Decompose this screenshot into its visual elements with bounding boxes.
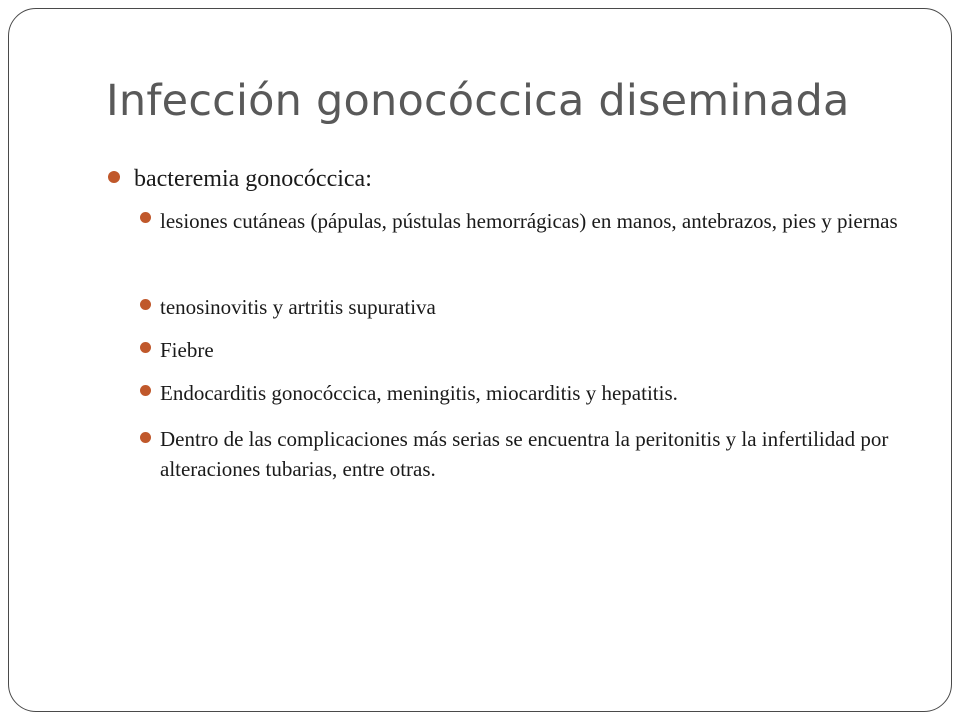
- bullet-level2-complicaciones: Dentro de las complicaciones más serias se encuentra la peritonitis y la infertilidad por alteraciones tubarias, entre otras.: [160, 427, 889, 481]
- slide-title: Infección gonocóccica diseminada: [106, 76, 850, 126]
- bullet-dot-icon: [140, 342, 151, 353]
- bullet-level2-lesiones: lesiones cutáneas (pápulas, pústulas hemorrágicas) en manos, antebrazos, pies y piernas: [160, 209, 898, 233]
- bullet-level2-endocarditis: Endocarditis gonocóccica, meningitis, miocarditis y hepatitis.: [160, 381, 678, 405]
- bullet-dot-icon: [140, 299, 151, 310]
- bullet-dot-icon: [140, 385, 151, 396]
- bullet-level1: bacteremia gonocóccica:: [134, 166, 372, 192]
- bullet-dot-icon: [140, 212, 151, 223]
- bullet-dot-icon: [108, 171, 120, 183]
- bullet-dot-icon: [140, 432, 151, 443]
- bullet-level2-fiebre: Fiebre: [160, 338, 214, 362]
- bullet-level2-tenosinovitis: tenosinovitis y artritis supurativa: [160, 295, 436, 319]
